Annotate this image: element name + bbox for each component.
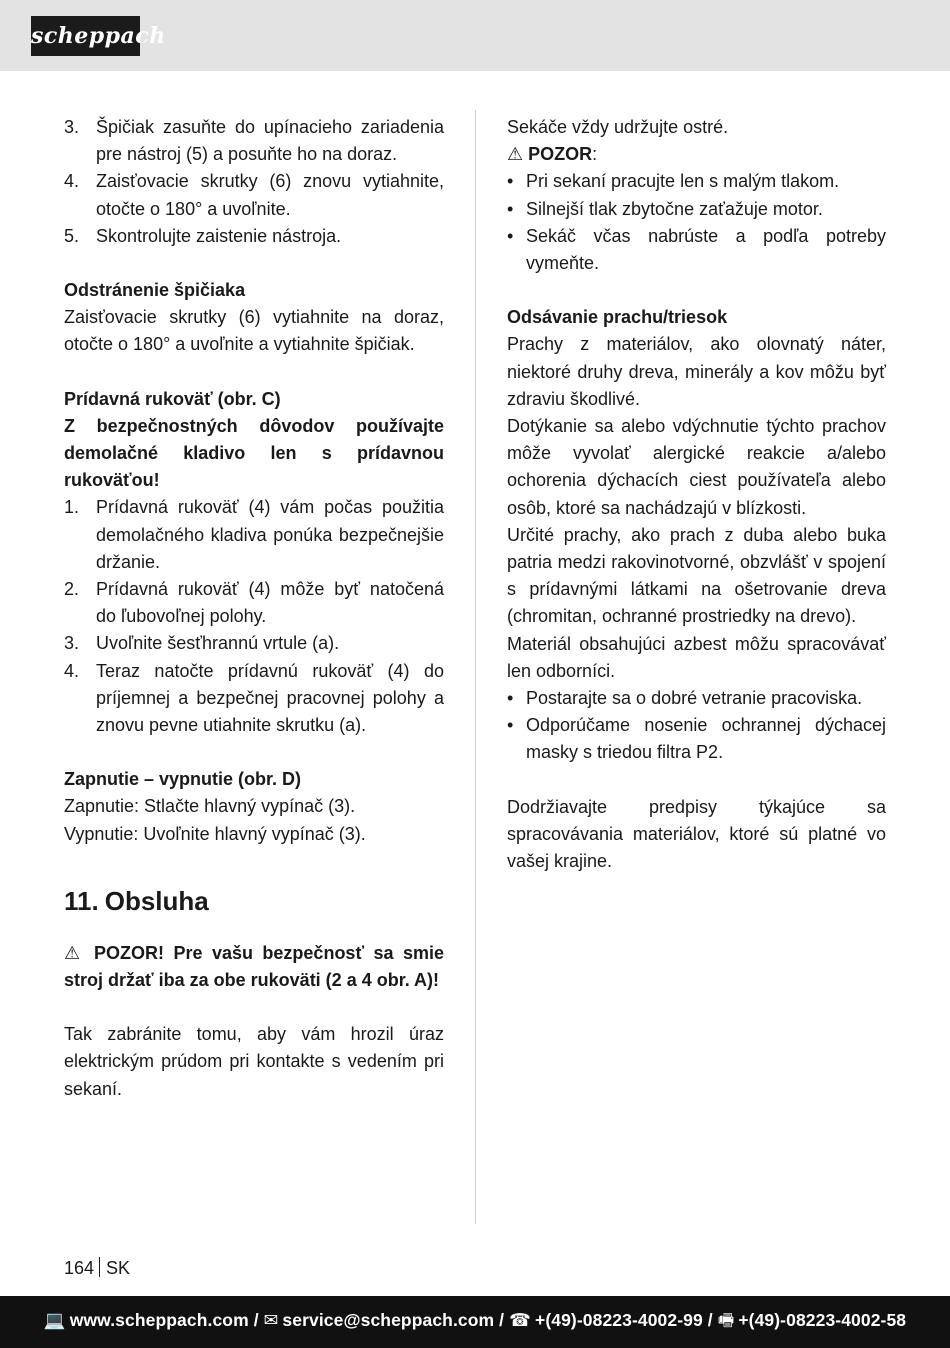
computer-icon: 💻 [43, 1310, 66, 1330]
list-item [64, 576, 444, 630]
removal-text: Zaisťovacie skrutky (6) vytiahnite na doraz, otočte o 180° a uvoľnite a vytiahnite špičiak. [64, 307, 444, 355]
spacer [64, 250, 444, 277]
section-number: 11. [64, 885, 99, 916]
phone-icon: ☎ [509, 1310, 532, 1330]
final-text: Dodržiavajte predpisy týkajúce sa spracovávania materiálov, ktoré sú platné vo vašej krajine. [507, 796, 886, 872]
phone-number: +(49)-08223-4002-99 [535, 1310, 703, 1330]
sharp-text: Sekáče vždy udržujte ostré. [507, 117, 729, 137]
switch-heading: Zapnutie – vypnutie (obr. D) [64, 769, 302, 790]
section-title [64, 884, 444, 918]
page-header [0, 0, 950, 71]
list-item [64, 114, 444, 168]
warning-icon: ⚠ [507, 144, 524, 165]
bullet-icon: • [507, 715, 514, 736]
section-title-text: Obsluha [104, 885, 209, 916]
list-item [507, 196, 886, 223]
pozor-line [507, 141, 886, 168]
email-link[interactable]: service@scheppach.com [282, 1310, 495, 1330]
footer-separator: / [253, 1310, 259, 1330]
scheppach-logo: scheppach [31, 16, 140, 56]
right-column [507, 114, 886, 875]
dust-paragraph: Určité prachy, ako prach z duba alebo buka patria medzi rakovinotvorné, obzvlášť v spojení s prídavnými látkami na ošetrovanie dreva (chromitan, ochranné prostriedky na drevo). [507, 524, 886, 627]
dust-paragraph: Dotýkanie sa alebo vdýchnutie týchto prachov môže vyvolať alergické reakcie a/alebo ochorenia dýchacích ciest používateľa alebo osôb, ktoré sa nachádzajú v blízkosti. [507, 416, 886, 518]
list-item [64, 658, 444, 740]
bullet-icon: • [507, 225, 514, 246]
closing-text: Tak zabránite tomu, aby vám hrozil úraz elektrickým prúdom pri kontakte s vedením pri sekaní. [64, 1024, 444, 1099]
handle-warning: Z bezpečnostných dôvodov používajte demolačné kladivo len s prídavnou rukoväťou! [64, 415, 444, 491]
dust-heading: Odsávanie prachu/triesok [507, 307, 728, 328]
list-item [507, 685, 886, 712]
bullet-icon: • [507, 688, 514, 709]
list-text: Špičiak zasuňte do upínacieho zariadenia pre nástroj (5) a posuňte ho na doraz. [96, 117, 444, 165]
page-footer [0, 1296, 950, 1348]
fax-number: +(49)-08223-4002-58 [738, 1310, 907, 1330]
list-item [64, 494, 444, 576]
handle-heading: Prídavná rukoväť (obr. C) [64, 388, 281, 409]
page-number [64, 1256, 130, 1280]
spacer [64, 359, 444, 386]
page-language: SK [106, 1258, 131, 1278]
list-text: Sekáč včas nabrúste a podľa potreby vymeňte. [526, 225, 886, 274]
list-item [64, 630, 444, 657]
switch-on-text: Zapnutie: Stlačte hlavný vypínač (3). [64, 796, 356, 817]
list-text: Prídavná rukoväť (4) môže byť natočená do ľubovoľnej polohy. [96, 579, 444, 627]
list-item [507, 712, 886, 766]
bullet-icon: • [507, 198, 514, 219]
spacer [64, 739, 444, 766]
list-text: Silnejší tlak zbytočne zaťažuje motor. [526, 198, 823, 219]
list-text: Odporúčame nosenie ochrannej dýchacej masky s triedou filtra P2. [526, 715, 886, 763]
list-number: 1. [64, 497, 80, 518]
pozor-colon: : [592, 144, 598, 165]
list-text: Skontrolujte zaistenie nástroja. [96, 225, 342, 246]
column-divider [475, 110, 476, 1224]
list-text: Teraz natočte prídavnú rukoväť (4) do príjemnej a bezpečnej pracovnej polohy a znovu pevne utiahnite skrutku (a). [96, 660, 444, 736]
list-number: 4. [64, 660, 80, 681]
list-item [64, 168, 444, 222]
left-column [64, 114, 444, 1103]
list-number: 2. [64, 579, 80, 600]
switch-off-text: Vypnutie: Uvoľnite hlavný vypínač (3). [64, 823, 366, 844]
footer-separator: / [499, 1310, 505, 1330]
list-text: Prídavná rukoväť (4) vám počas použitia demolačného kladiva ponúka bezpečnejšie držanie. [96, 497, 444, 572]
pozor-warning-text: POZOR! Pre vašu bezpečnosť sa smie stroj držať iba za obe rukoväti (2 a 4 obr. A)! [64, 942, 445, 991]
list-text: Pri sekaní pracujte len s malým tlakom. [526, 171, 840, 192]
page-separator [99, 1257, 100, 1277]
pozor-warning [64, 940, 444, 994]
pozor-label: POZOR [528, 144, 593, 165]
spacer [507, 277, 886, 304]
list-number: 3. [64, 117, 80, 137]
spacer [507, 767, 886, 794]
bullet-icon: • [507, 171, 514, 192]
dust-paragraph: Prachy z materiálov, ako olovnatý náter, niektoré druhy dreva, minerály a kov môžu byť zdraviu škodlivé. [507, 334, 886, 409]
spacer [64, 994, 444, 1021]
website-link[interactable]: www.scheppach.com [69, 1310, 249, 1330]
list-item [507, 223, 886, 277]
list-item [64, 223, 444, 250]
fax-icon: 🖷 [717, 1310, 735, 1330]
list-number: 5. [64, 225, 80, 246]
list-text: Zaisťovacie skrutky (6) znovu vytiahnite, otočte o 180° a uvoľnite. [96, 171, 444, 219]
page-number-value: 164 [64, 1258, 95, 1278]
warning-icon: ⚠ [64, 942, 85, 963]
list-text: Postarajte sa o dobré vetranie pracoviska. [526, 688, 863, 709]
list-text: Uvoľnite šesťhrannú vrtule (a). [96, 633, 340, 654]
mail-icon: ✉ [263, 1310, 279, 1330]
footer-separator: / [707, 1310, 713, 1330]
dust-paragraph: Materiál obsahujúci azbest môžu spracovávať len odborníci. [507, 633, 886, 681]
removal-heading: Odstránenie špičiaka [64, 280, 246, 301]
list-number: 4. [64, 171, 80, 192]
list-number: 3. [64, 633, 80, 654]
list-item [507, 168, 886, 195]
